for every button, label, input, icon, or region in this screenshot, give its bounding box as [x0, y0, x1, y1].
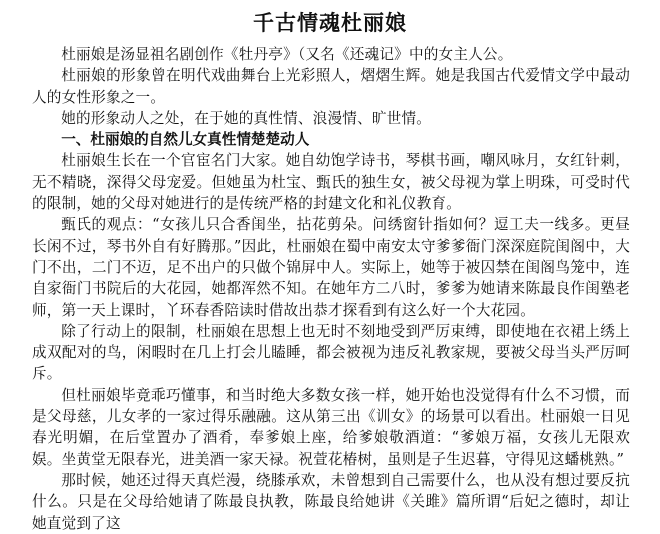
paragraph-intro: 杜丽娘是汤显祖名剧创作《牡丹亭》（又名《还魂记》中的女主人公。	[61, 46, 513, 63]
paragraph-zhen-view: 甄氏的观点：“女孩儿只合香闺坐，拈花剪朵。问绣窗针指如何？逗工夫一线多。更昼长闲不过，琴书外自有好腾那。”因此，杜丽娘在蜀中南安太守爹爹衙门深深庭院闺阁中，大门不出，二门不迈，足不出户的只做个锦屏中人。实际上，她等于被囚禁在闺阁鸟笼中，连自家衙门书院后的大花园，她都浑然不知。在她年方二八时，爹爹为她请来陈最良作闺塾老师，第一天上课时，丫环春香陪读时借故出恭才探看到有这么好一个大花园。	[32, 216, 630, 319]
document-body	[32, 44, 630, 534]
section-heading: 一、杜丽娘的自然儿女真性情楚楚动人	[61, 131, 310, 149]
document-title: 千古情魂杜丽娘	[253, 11, 407, 35]
paragraph-family: 杜丽娘生长在一个官宦名门大家。她自幼饱学诗书，琴棋书画，嘲风咏月，女红针刺，无不精晓，深得父母宠爱。但她虽为杜宝、甄氏的独生女，被父母视为掌上明珠，可受时代的限制，她的父母对她进行的是传统严格的封建文化和礼仪教育。	[32, 152, 630, 213]
paragraph-image: 杜丽娘的形象曾在明代戏曲舞台上光彩照人，熠熠生辉。她是我国古代爱情文学中最动人的女性形象之一。	[32, 67, 630, 106]
paragraph-innocence: 那时候，她还过得天真烂漫，绕膝承欢，未曾想到自己需要什么，也从没有想过要反抗什么。只是在父母给她请了陈最良执教，陈最良给她讲《关雎》篇所谓“后妃之德时，却让她直觉到了这	[32, 471, 630, 532]
paragraph-filial: 但杜丽娘毕竟乖巧懂事，和当时绝大多数女孩一样，她开始也没觉得有什么不习惯，而是父母慈，儿女孝的一家过得乐融融。这从第三出《训女》的场景可以看出。杜丽娘一日见春光明媚，在后堂置办了酒肴，奉爹娘上座，给爹娘敬酒道：“爹娘万福，女孩儿无限欢娱。坐黄堂无限春光，进美酒一家天禄。祝萱花椿树，虽则是子生迟暮，守得见这蟠桃熟。”	[32, 386, 630, 468]
paragraph-restriction: 除了行动上的限制，杜丽娘在思想上也无时不刻地受到严厉束缚，即使地在衣裙上绣上成双配对的鸟，闲暇时在几上打会儿瞌睡，都会被视为违反礼教家规，要被父母当头严厉呵斥。	[32, 322, 630, 383]
paragraph-charm: 她的形象动人之处，在于她的真性情、浪漫情、旷世情。	[61, 109, 432, 127]
